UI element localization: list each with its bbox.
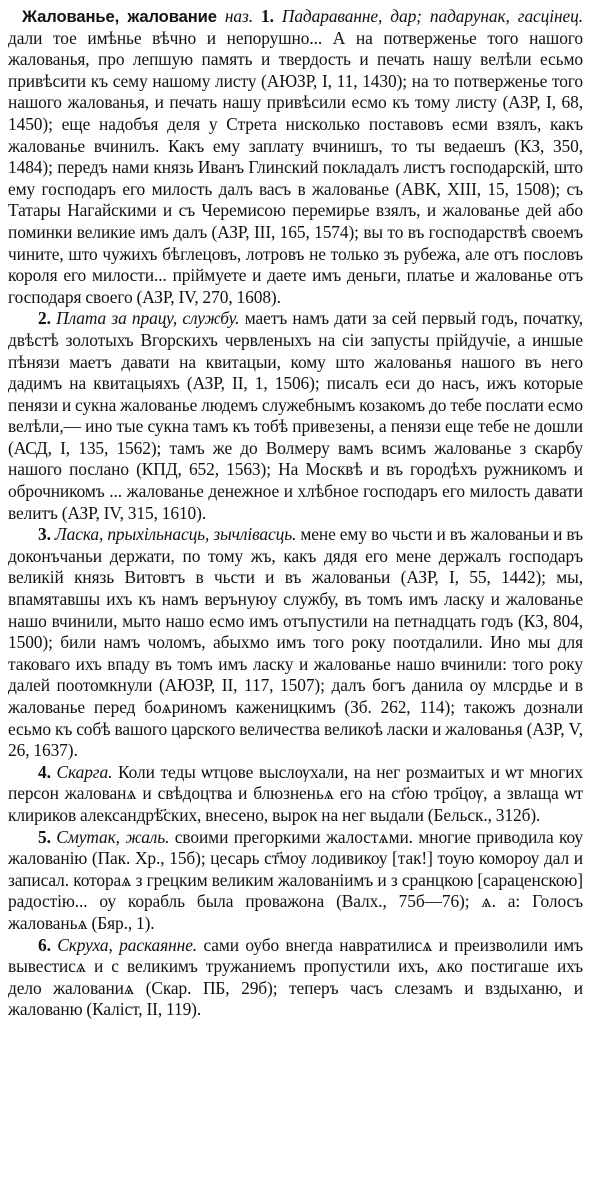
sense-quotations: маетъ намъ дати за сей первый годъ, початку, двѣстѣ золотыхъ Вгорскихъ червленыхъ на сіи запусты прійдучіе, а иншые пѣнязи маетъ давати на квитацыи, кому што жалованья нашого въ него дадимъ на квитацыяхъ (АЗР, II, 1, 1506); писалъ еси до насъ, ижъ которые пенязи и сукна жалованье людемъ служебнымъ козакомъ до тебе послати есмо велѣли,— ино тые сукна тамъ къ тобѣ привезены, а пенязи еще тебе не дошли (АСД, I, 135, 1562); тамъ же до Волмеру вамъ всимъ жалованье з скарбу нашого послано (КПД, 652, 1563); На Москвѣ и въ городѣхъ ружникомъ и оброчникомъ ... жалованье денежное и хлѣбное господаръ его милость давати велитъ (АЗР, IV, 315, 1610). <box>8 308 583 523</box>
sense-3 <box>8 524 583 762</box>
sense-gloss: Скарга. <box>56 761 113 782</box>
sense-number: 4. <box>38 761 51 782</box>
sense-number: 2. <box>38 308 51 329</box>
sense-gloss: Плата за працу, службу. <box>56 308 240 329</box>
headword: Жалованье, жалование <box>22 7 217 26</box>
sense-number: 1. <box>261 6 274 26</box>
sense-gloss: Падараванне, дар; падарунак, гасцінец. <box>281 6 583 26</box>
sense-quotations: своими прегоркими жалостѧми. многие приводила коу жалованію (Пак. Хр., 15б); цесарь ст҃моу лодивикоу [так!] тоую комороу дал и записал. котораѧ з грецким великим жалованіимъ и з сранцкою [сараценскою] радостію... оу корабль была проважона (Валх., 75б—76); ѧ. а: Голосъ жалованьѧ (Бяр., 1). <box>8 826 583 933</box>
sense-gloss: Ласка, прыхільнасць, зычлівасць. <box>54 524 297 545</box>
sense-gloss: Скруха, раскаянне. <box>57 934 198 955</box>
sense-quotations: дали тое имѣнье вѣчно и непорушно... А на потверженье того нашого жалованья, про лепшую память и твердость и печать нашу велѣли есьмо привѣсити къ сему нашому листу (АЮЗР, I, 11, 1430); на то потверженье того нашого жалованья, и печать нашу привѣсили есмо къ тому листу (АЗР, I, 68, 1450); еще надобъя деля у Стрета нисколько поставовъ есми взялъ, какъ жалованье вчинилъ. Какъ ему заплату вчинишъ, то ты ведаешъ (КЗ, 350, 1484); передъ нами князь Иванъ Глинский покладалъ листъ господарскій, што ему господаръ его милость далъ васъ в жалованье (АВК, XIII, 15, 1508); съ Татары Нагайскими и съ Черемисою перемирье взялъ, и жалованье дей або поминки великие имъ далъ (АЗР, III, 165, 1574); вы то въ господарствѣ своемъ чините, што чужихъ бѣглецовъ, лотровъ не только зъ рубежа, але отъ пословъ короля его милости... пріймуете и даете имъ деньги, платье и жалованье отъ господаря своего (АЗР, IV, 270, 1608). <box>8 27 583 307</box>
sense-quotations: мене ему во чьсти и въ жалованьи и въ доконъчаньи держати, по тому жъ, какъ дядя его мене держалъ господаръ великій князь Витовтъ в чьсти и въ жалованьи (АЗР, I, 55, 1442); мы, впамятавшы ихъ къ намъ верънуюу службу, въ томъ имъ ласку и жалованье нашо вчинили, мыто нашо есмо имъ отъпустили на петнадцать годъ (КЗ, 804, 1500); били намъ чоломъ, абыхмо имъ того року поотдалили. Ино мы для таковаго ихъ впаду въ томъ имъ ласку и жалованье нашо вчинили: того року далей поотомкнули (АЮЗР, II, 117, 1507); далъ богъ данила оу млсрдье и в жалованье перед боѧриномъ каженицкимъ (Зб. 262, 114); такожъ дознали есьмо къ собѣ вашого царского величества великоѣ ласки и жалованья (АЗР, V, 26, 1637). <box>8 524 583 761</box>
sense-quotations: Коли теды ѡтцове выслѹхали, на нег розмаитых и ѡт многих персон жалованѧ и свѣдоцтва и блюзненьѧ его на ст҃ою тро҃цѹ, а звлаща ѡт клириков александрѣ҃ских, внесено, вырок на нег выдали (Бельск., 312б). <box>8 761 583 825</box>
sense-quotations: сами оубо внегда навратилисѧ и преизволили имъ вывестисѧ и с великимъ тружаниемъ пропустили ихъ, ѧко постигаше ихъ дело жалованиѧ (Скар. ПБ, 29б); теперъ часъ слезамъ и вздыханю, и жалованю (Каліст, II, 119). <box>8 934 583 1020</box>
sense-1 <box>8 6 583 308</box>
sense-number: 3. <box>38 524 51 545</box>
sense-number: 5. <box>38 826 51 847</box>
sense-5 <box>8 827 583 935</box>
sense-number: 6. <box>38 934 51 955</box>
sense-gloss: Смутак, жаль. <box>56 826 170 847</box>
sense-6 <box>8 935 583 1021</box>
sense-4 <box>8 762 583 827</box>
part-of-speech: наз. <box>224 6 253 26</box>
sense-2 <box>8 308 583 524</box>
